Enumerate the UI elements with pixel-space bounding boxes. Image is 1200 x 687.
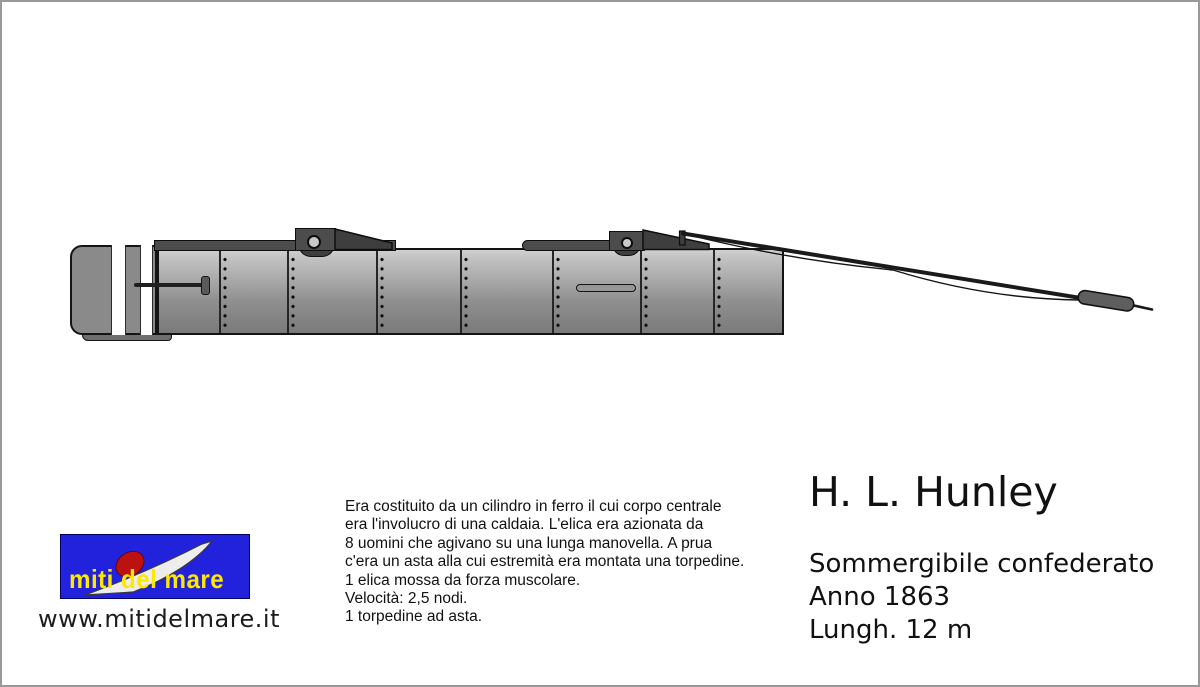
- description-line: 1 elica mossa da forza muscolare.: [345, 571, 581, 589]
- hull-plate-seam: [376, 250, 378, 333]
- logo: [60, 534, 250, 599]
- rivet-row: [223, 255, 227, 329]
- spar-torpedo: [1077, 290, 1134, 312]
- stern-cap: [70, 245, 157, 335]
- cutwater-wedge-forward: [643, 230, 709, 250]
- hull-plate-seam: [287, 250, 289, 333]
- rivet-row: [644, 255, 648, 329]
- deck-strip-aft: [154, 240, 396, 251]
- description-line: Era costituito da un cilindro in ferro il cui corpo centrale: [345, 498, 722, 515]
- spar-bracket: [680, 231, 686, 245]
- description-line: 8 uomini che agivano su una lunga manovella. A prua: [345, 534, 713, 552]
- description-line: era l'involucro di una caldaia. L'elica era azionata da: [345, 516, 704, 534]
- description-text: [345, 498, 815, 627]
- vessel-year: Anno 1863: [809, 582, 951, 612]
- rudder-rod-cap: [201, 276, 210, 295]
- rivet-row: [380, 255, 384, 329]
- stern-stripe: [111, 245, 126, 335]
- rivet-row: [464, 255, 468, 329]
- spar-rope: [893, 270, 1080, 300]
- rivet-row: [717, 255, 721, 329]
- spar-tip: [1127, 304, 1152, 310]
- hull-plate-seam: [552, 250, 554, 333]
- description-line: c'era un asta alla cui estremità era montata una torpedine.: [345, 553, 745, 571]
- rivet-row: [556, 255, 560, 329]
- logo-brand-text: miti del mare: [69, 564, 225, 594]
- vessel-length: Lungh. 12 m: [809, 615, 973, 645]
- vessel-type: Sommergibile confederato: [809, 549, 1155, 579]
- stern-stripe: [140, 245, 153, 335]
- info-block: [809, 468, 1155, 647]
- rivet-row: [291, 255, 295, 329]
- vessel-details: [809, 548, 1154, 647]
- deck-strip-forward: [522, 240, 612, 251]
- hull-plate-seam: [219, 250, 221, 333]
- description-line: 1 torpedine ad asta.: [345, 608, 483, 626]
- hull-plate-seam: [460, 250, 462, 333]
- description-line: Velocità: 2,5 nodi.: [345, 590, 468, 608]
- dive-plane-slot: [576, 284, 636, 292]
- conning-tower-forward-viewport: [621, 237, 633, 249]
- conning-tower-aft-viewport: [307, 235, 321, 249]
- hull-plate-seam: [713, 250, 715, 333]
- hull-body: [157, 248, 784, 335]
- vessel-title: H. L. Hunley: [809, 468, 1058, 516]
- hull-plate-seam: [640, 250, 642, 333]
- website-url: www.mitidelmare.it: [38, 605, 281, 633]
- rudder-rod: [134, 283, 204, 287]
